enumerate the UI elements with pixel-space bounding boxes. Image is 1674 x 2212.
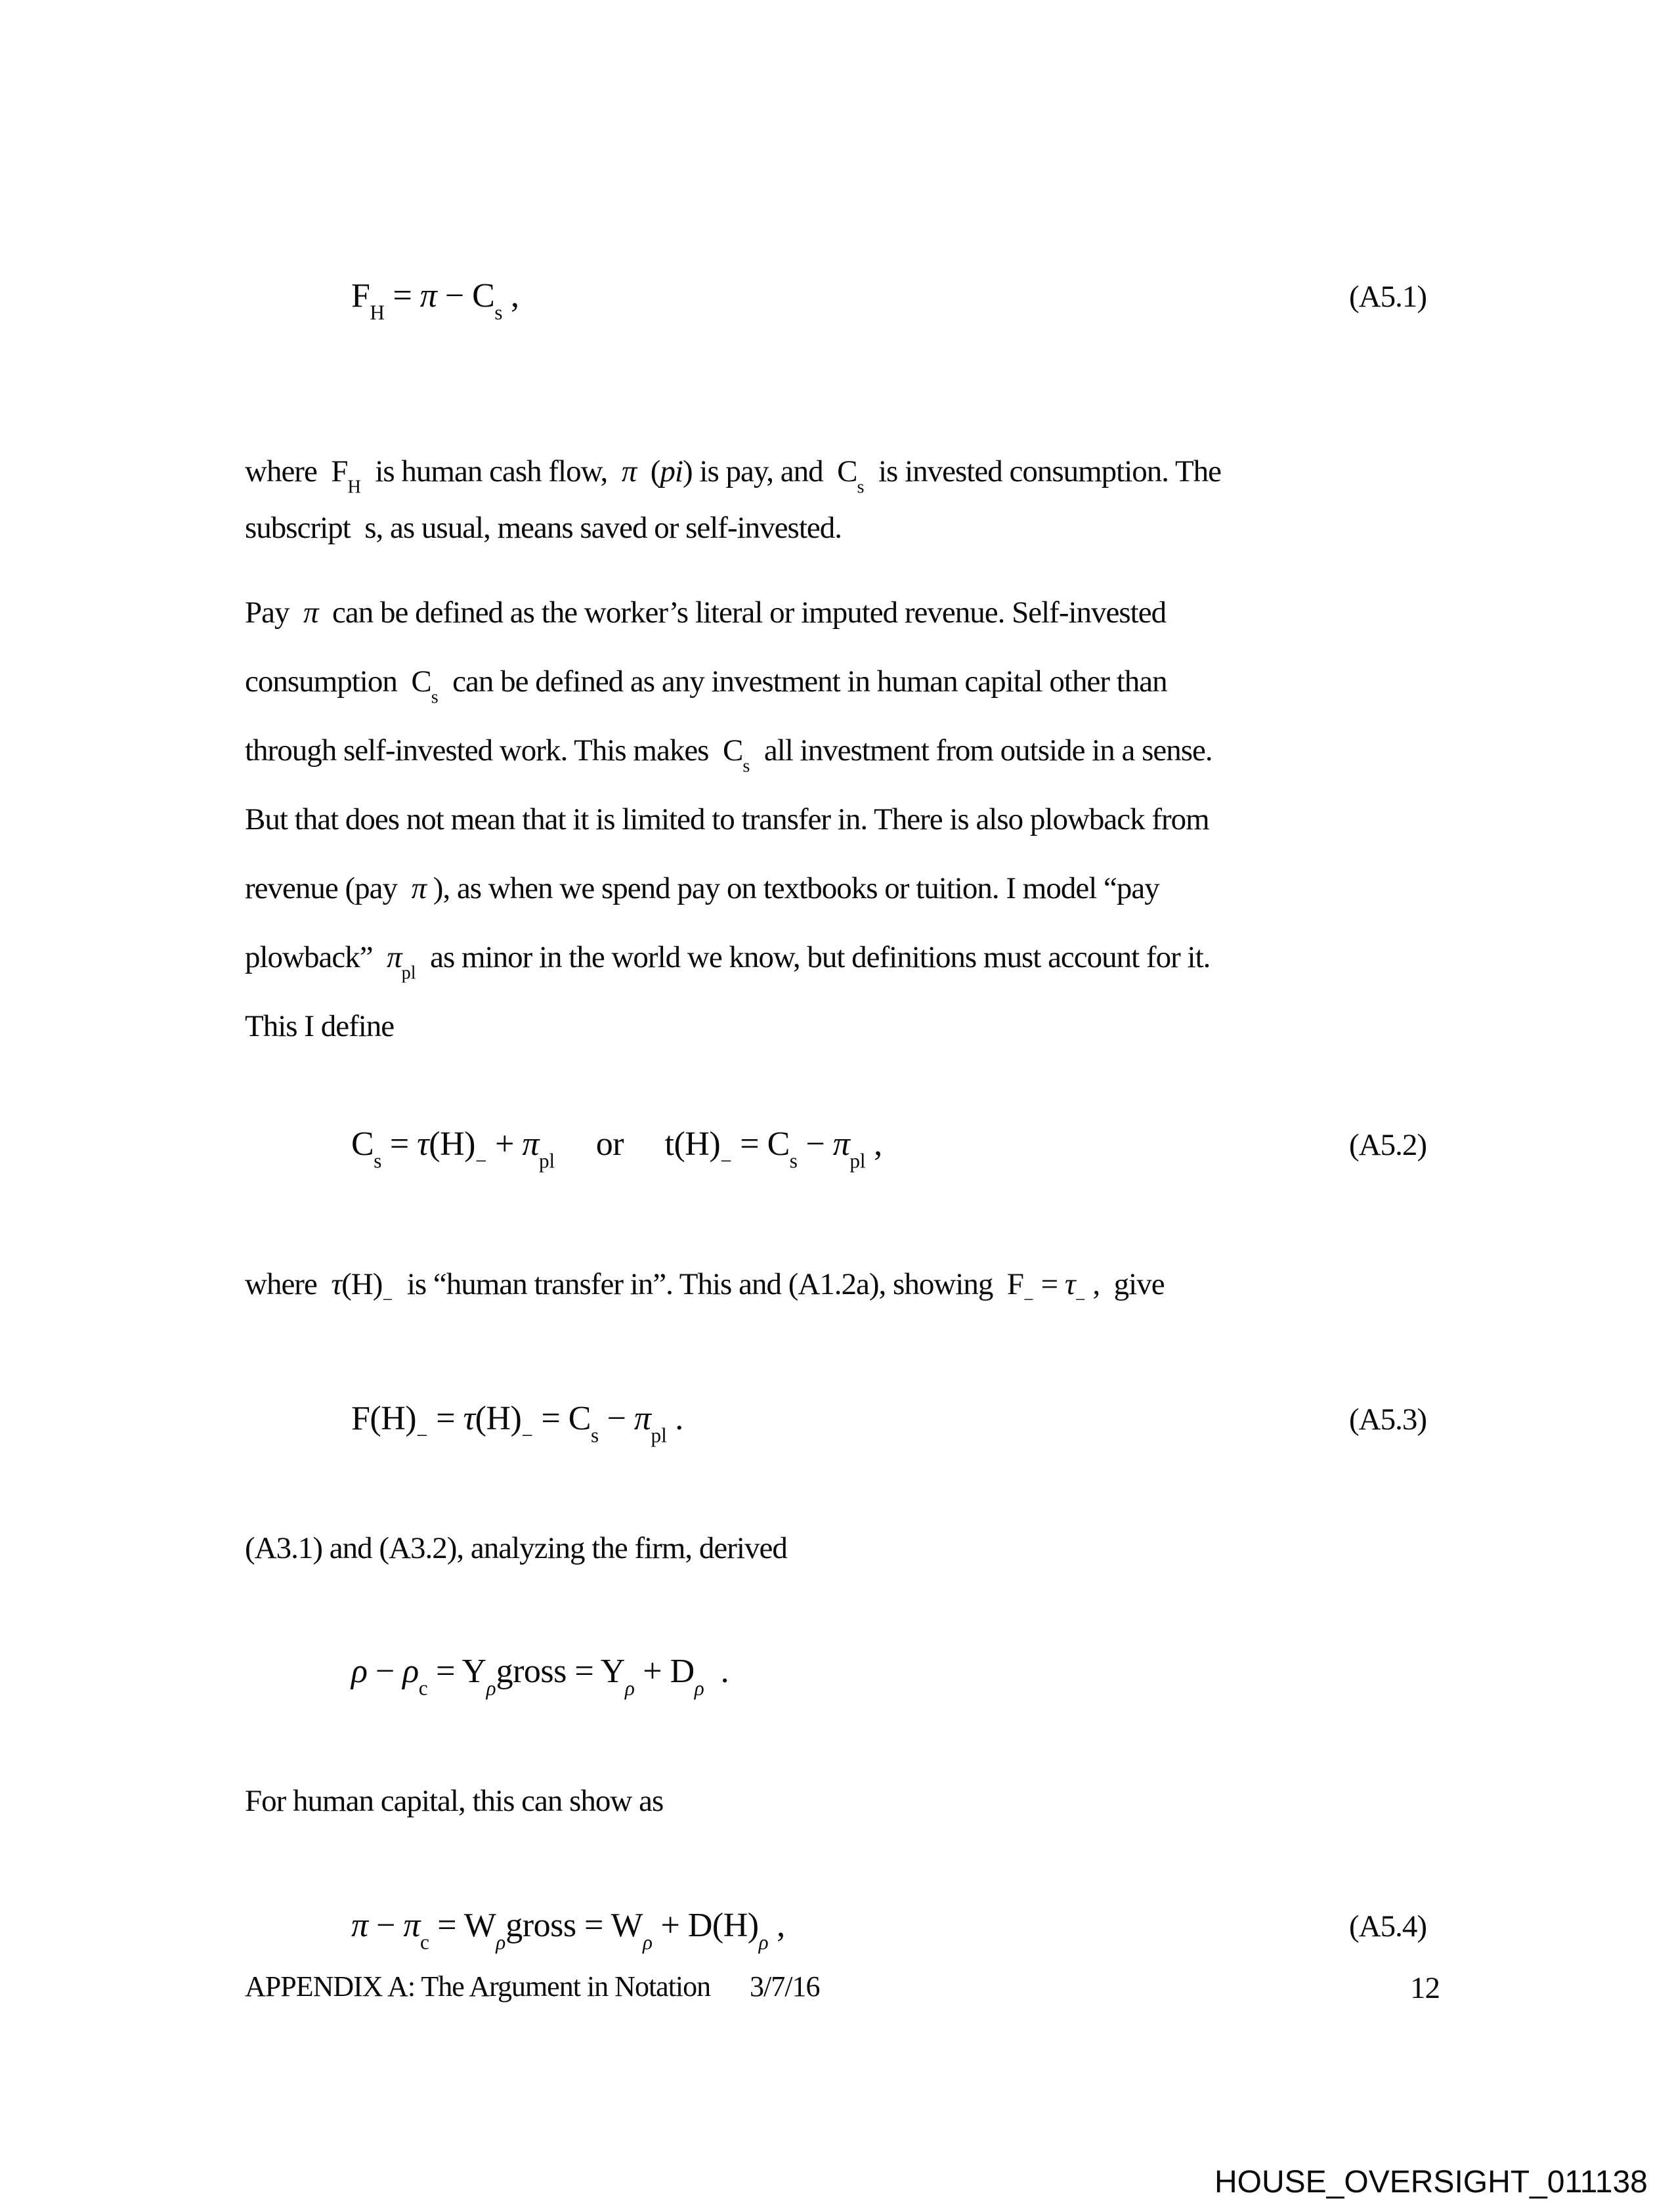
- text-line: where $\tau(H)_-$ is “human transfer in”. This and (A1.2a), showing $F_- = \tau_-$ , give: [245, 1267, 1165, 1311]
- footer-page-number: 12: [1410, 1971, 1440, 2005]
- footer-appendix-title: APPENDIX A: The Argument in Notation: [245, 1970, 711, 2003]
- equation-a5-2-tag: (A5.2): [1349, 1128, 1427, 1162]
- equation-a5-3-body: $F(H)_- = \tau(H)_- = C_s - \pi_{pl}$ .: [351, 1400, 683, 1447]
- equation-a5-3-tag: (A5.3): [1349, 1402, 1427, 1437]
- footer-date: 3/7/16: [750, 1970, 820, 2003]
- text-line: But that does not mean that it is limited to transfer in. There is also plowback from: [245, 802, 1209, 836]
- equation-a5-2-body: $C_s = \tau(H)_- + \pi_{pl}$ or $t(H)_- = C_s - \pi_{pl}$ ,: [351, 1125, 882, 1173]
- equation-a5-4-tag: (A5.4): [1349, 1909, 1427, 1943]
- equation-a5-3: [0, 1399, 1674, 1458]
- equation-a5-2: [0, 1124, 1674, 1183]
- text-line: consumption $C_s$ can be defined as any investment in human capital other than: [245, 664, 1167, 708]
- equation-rho: [0, 1651, 1674, 1710]
- text-line: revenue (pay π ), as when we spend pay on textbooks or tuition. I model “pay: [245, 871, 1159, 905]
- text-line: For human capital, this can show as: [245, 1784, 664, 1818]
- text-line: subscript s, as usual, means saved or self-invested.: [245, 511, 842, 545]
- text-line: where $F_H$ is human cash flow, π (pi) is pay, and $C_s$ is invested consumption. The: [245, 454, 1222, 498]
- text-line: This I define: [245, 1009, 395, 1043]
- equation-a5-1: [0, 276, 1674, 335]
- text-line: Pay π can be defined as the worker’s literal or imputed revenue. Self-invested: [245, 596, 1167, 630]
- text-line: (A3.1) and (A3.2), analyzing the firm, derived: [245, 1531, 787, 1565]
- page-footer: [0, 1970, 1674, 2009]
- equation-a5-1-body: $F_H = \pi - C_s$ ,: [351, 277, 519, 324]
- bates-stamp: HOUSE_OVERSIGHT_011138: [1214, 2165, 1648, 2200]
- equation-rho-body: $\rho - \rho_c$ = $Y_\rho gross = Y_\rho + D_\rho$ .: [351, 1653, 729, 1700]
- equation-a5-4-body: $\pi - \pi_c$ = $W_\rho gross = W_\rho + D(H)_\rho$ ,: [351, 1907, 785, 1954]
- text-line: plowback” $\pi_{pl}$ as minor in the world we know, but definitions must account for it.: [245, 940, 1211, 984]
- equation-a5-4: [0, 1905, 1674, 1964]
- text-line: through self-invested work. This makes $C_s$ all investment from outside in a sense.: [245, 733, 1213, 777]
- equation-a5-1-tag: (A5.1): [1349, 280, 1427, 314]
